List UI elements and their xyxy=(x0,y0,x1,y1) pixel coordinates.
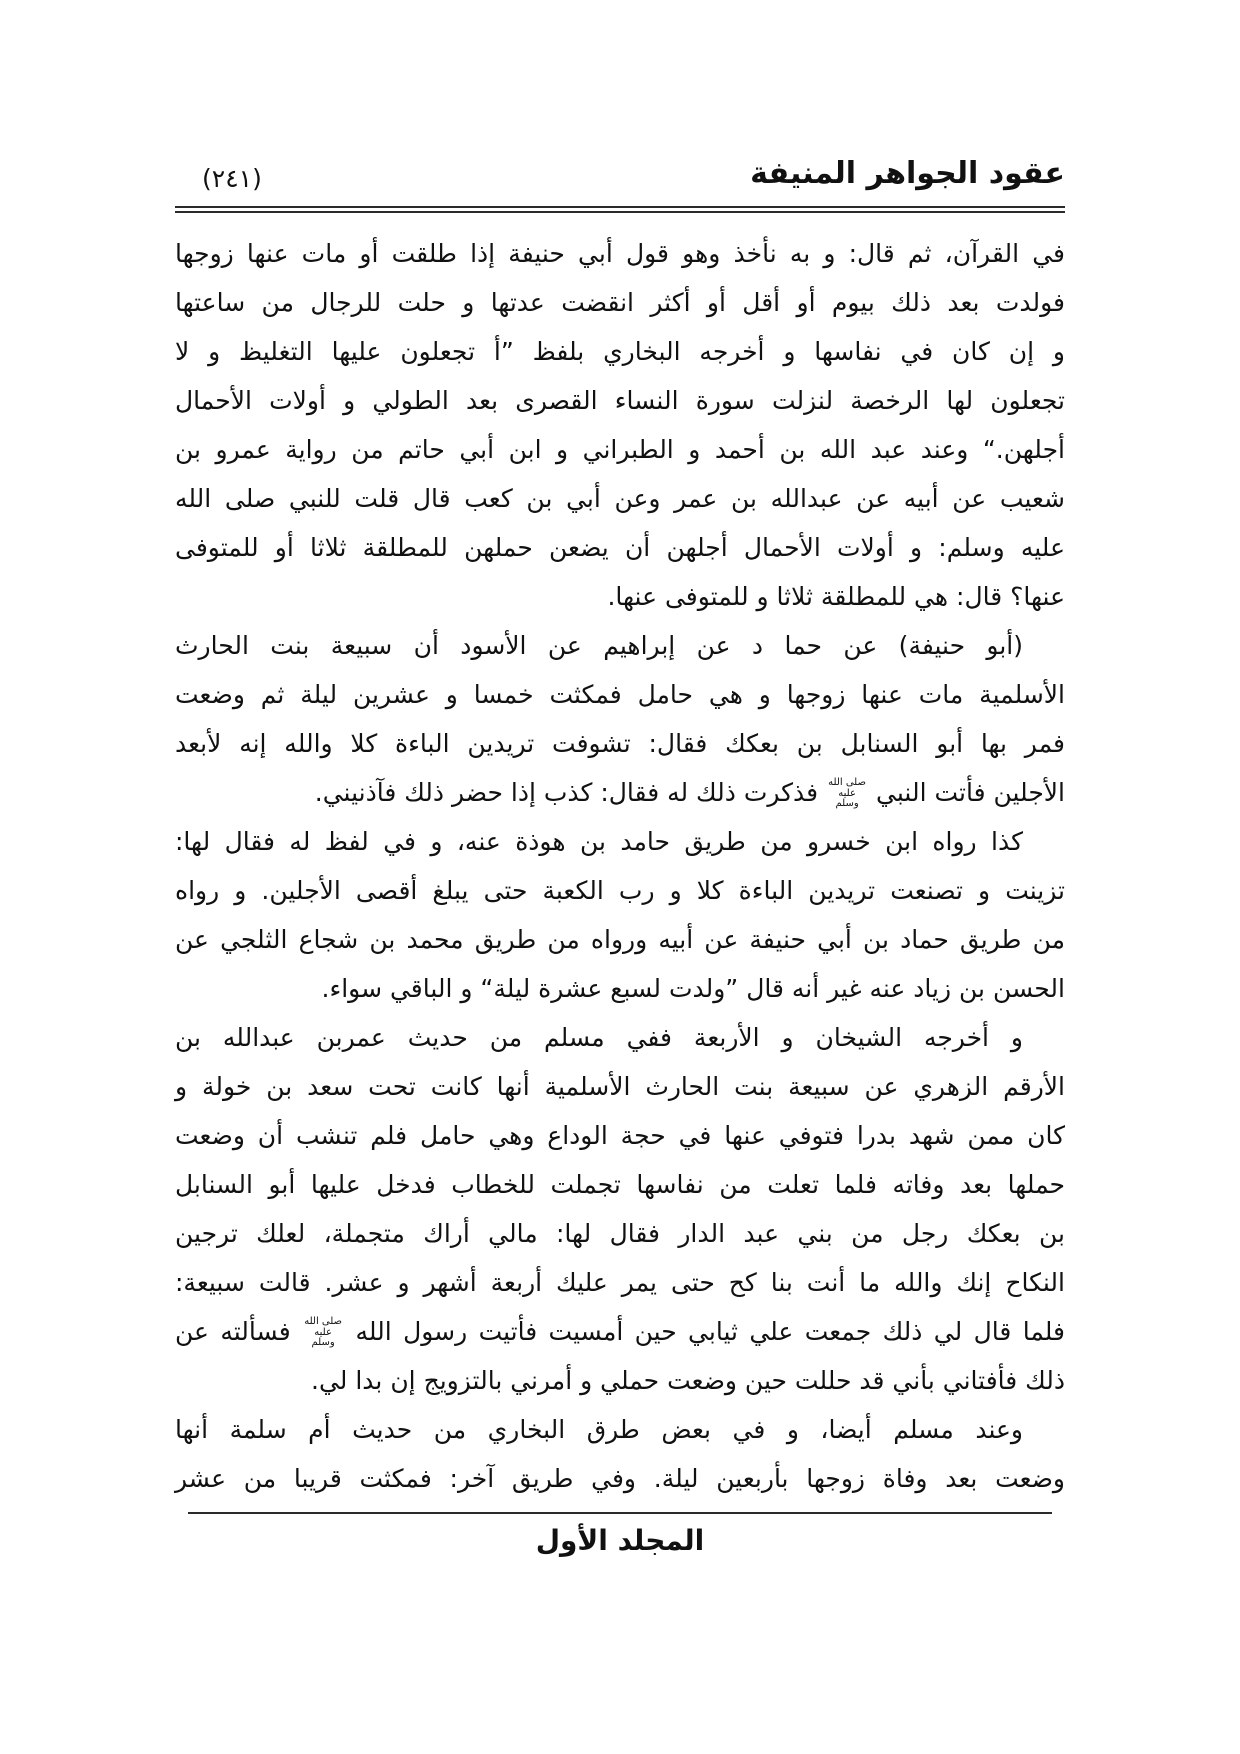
text-line: وضعت بعد وفاة زوجها بأربعين ليلة. وفي طريق آخر: فمكثت قريبا من عشر xyxy=(175,1464,1065,1493)
paragraph xyxy=(175,1405,1065,1503)
paragraph xyxy=(175,1013,1065,1405)
text-line: الأجلين فأتت النبي صلى الله عليه وسلم فذكرت ذلك له فقال: كذب إذا حضر ذلك فآذنيني. xyxy=(314,777,1065,810)
text-line: النكاح إنك والله ما أنت بنا كح حتى يمر عليك أربعة أشهر و عشر. قالت سبيعة: xyxy=(175,1268,1065,1297)
text-line: بن بعكك رجل من بني عبد الدار فقال لها: مالي أراك متجملة، لعلك ترجين xyxy=(175,1219,1065,1248)
paragraph xyxy=(175,817,1065,1013)
volume-label: المجلد الأول xyxy=(535,1524,705,1557)
text-line: (أبو حنيفة) عن حما د عن إبراهيم عن الأسود أن سبيعة بنت الحارث xyxy=(175,631,1023,660)
text-line: فمر بها أبو السنابل بن بعكك فقال: تشوفت تريدين الباءة كلا والله إنه لأبعد xyxy=(175,729,1065,758)
page-number: (٢٤١) xyxy=(202,164,262,193)
text-line: عنها؟ قال: هي للمطلقة ثلاثا و للمتوفى عنها. xyxy=(607,582,1065,611)
text-line: ذلك فأفتاني بأني قد حللت حين وضعت حملي و أمرني بالتزويج إن بدا لي. xyxy=(311,1366,1065,1395)
text-line: كان ممن شهد بدرا فتوفي عنها في حجة الوداع وهي حامل فلم تنشب أن وضعت xyxy=(175,1121,1065,1150)
header-rule xyxy=(175,206,1065,213)
text-line: حملها بعد وفاته فلما تعلت من نفاسها تجملت للخطاب فدخل عليها أبو السنابل xyxy=(175,1170,1065,1199)
text-line: الحسن بن زياد عنه غير أنه قال ”ولدت لسبع عشرة ليلة“ و الباقي سواء. xyxy=(321,974,1065,1003)
book-title: عقود الجواهر المنيفة xyxy=(750,156,1065,191)
text-line: فولدت بعد ذلك بيوم أو أقل أو أكثر انقضت عدتها و حلت للرجال من ساعتها xyxy=(175,288,1065,317)
text-line: تزينت و تصنعت تريدين الباءة كلا و رب الكعبة حتى يبلغ أقصى الأجلين. و رواه xyxy=(175,876,1065,905)
text-line: شعيب عن أبيه عن عبدالله بن عمر وعن أبي بن كعب قال قلت للنبي صلى الله xyxy=(175,484,1065,513)
honorific-saw-ligature: صلى الله عليه وسلم xyxy=(828,777,866,810)
text-line: الأرقم الزهري عن سبيعة بنت الحارث الأسلمية أنها كانت تحت سعد بن خولة و xyxy=(175,1072,1065,1101)
text-line: أجلهن.“ وعند عبد الله بن أحمد و الطبراني و ابن أبي حاتم من رواية عمرو بن xyxy=(175,435,1065,464)
text-line: و إن كان في نفاسها و أخرجه البخاري بلفظ ”أ تجعلون عليها التغليظ و لا xyxy=(175,337,1065,366)
text-line: وعند مسلم أيضا، و في بعض طرق البخاري من حديث أم سلمة أنها xyxy=(175,1415,1023,1444)
paragraph xyxy=(175,229,1065,621)
page-body xyxy=(175,229,1065,1503)
text-line: كذا رواه ابن خسرو من طريق حامد بن هوذة عنه، و في لفظ له فقال لها: xyxy=(175,827,1023,856)
text-line: و أخرجه الشيخان و الأربعة ففي مسلم من حديث عمربن عبدالله بن xyxy=(175,1023,1023,1052)
honorific-saw-ligature: صلى الله عليه وسلم xyxy=(304,1316,343,1349)
text-line: عليه وسلم: و أولات الأحمال أجلهن أن يضعن حملهن للمطلقة ثلاثا أو للمتوفى xyxy=(175,533,1065,562)
paragraph xyxy=(175,621,1065,817)
text-line: في القرآن، ثم قال: و به نأخذ وهو قول أبي حنيفة إذا طلقت أو مات عنها زوجها xyxy=(175,239,1065,268)
text-line: من طريق حماد بن أبي حنيفة عن أبيه ورواه من طريق محمد بن شجاع الثلجي عن xyxy=(175,925,1065,954)
text-line: الأسلمية مات عنها زوجها و هي حامل فمكثت خمسا و عشرين ليلة ثم وضعت xyxy=(175,680,1065,709)
text-line: تجعلون لها الرخصة لنزلت سورة النساء القصرى بعد الطولي و أولات الأحمال xyxy=(175,386,1065,415)
footer-rule xyxy=(188,1512,1052,1514)
text-line: فلما قال لي ذلك جمعت علي ثيابي حين أمسيت فأتيت رسول الله صلى الله عليه وسلم فسألته عن xyxy=(175,1316,1065,1349)
